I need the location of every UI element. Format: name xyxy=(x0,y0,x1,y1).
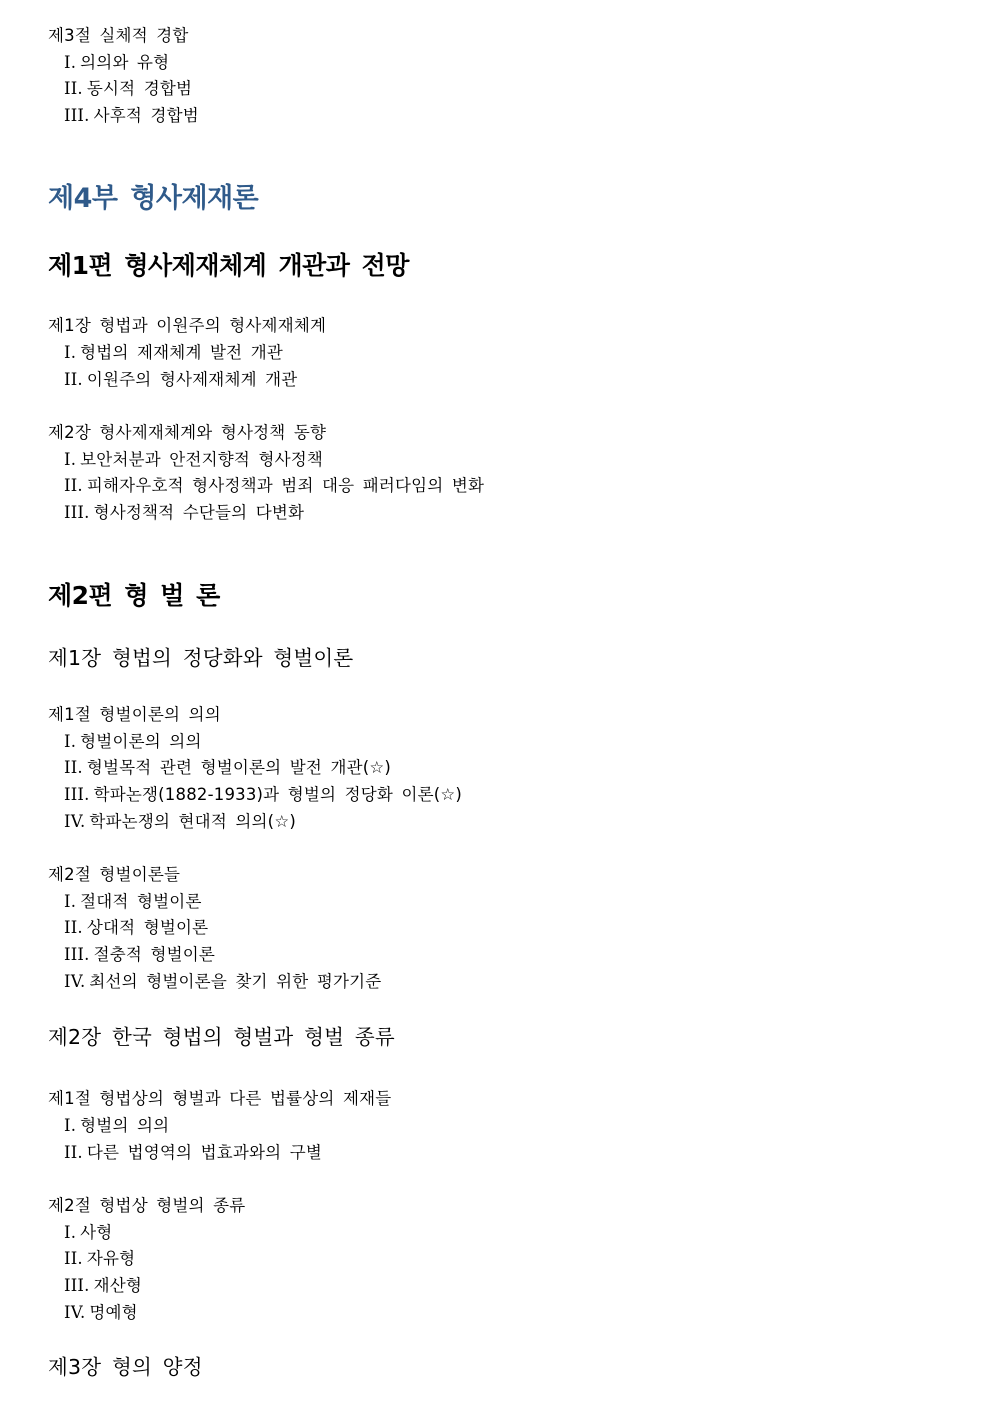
item-number: II. xyxy=(64,1249,83,1268)
chapter-heading: 제3장 형의 양정 xyxy=(48,1355,203,1379)
item-text: 동시적 경합범 xyxy=(86,79,193,98)
item-number: III. xyxy=(64,1276,90,1295)
item-number: II. xyxy=(64,476,83,495)
item-number: IV. xyxy=(64,1303,86,1322)
chapter-heading: 제1장 형법의 정당화와 형벌이론 xyxy=(48,646,354,670)
chapter-heading: 제2장 형사제재체계와 형사정책 동향 xyxy=(48,423,327,442)
item-text: 재산형 xyxy=(93,1276,143,1295)
item-number: II. xyxy=(64,758,83,777)
item-text: 형벌의 의의 xyxy=(80,1116,170,1135)
list-item xyxy=(64,760,391,777)
item-number: I. xyxy=(64,892,77,911)
list-item xyxy=(64,894,202,911)
list-item xyxy=(64,505,304,522)
book-title: 제2편 형 벌 론 xyxy=(48,581,220,610)
item-text: 자유형 xyxy=(86,1249,136,1268)
list-item xyxy=(64,1118,169,1135)
section-heading: 제1절 형법상의 형벌과 다른 법률상의 제재들 xyxy=(48,1089,392,1108)
item-text: 형벌이론의 의의 xyxy=(80,732,202,751)
section-heading: 제3절 실체적 경합 xyxy=(48,26,189,45)
item-number: I. xyxy=(64,732,77,751)
section-heading: 제2절 형벌이론들 xyxy=(48,865,181,884)
list-item xyxy=(64,452,323,469)
list-item xyxy=(64,1278,142,1295)
list-item xyxy=(64,345,283,362)
item-number: I. xyxy=(64,53,77,72)
item-text: 학파논쟁(1882-1933)과 형벌의 정당화 이론(☆) xyxy=(93,785,463,804)
list-item xyxy=(64,1225,112,1242)
part-title: 제4부 형사제재론 xyxy=(48,183,259,214)
list-item xyxy=(64,1145,322,1162)
item-text: 형사정책적 수단들의 다변화 xyxy=(93,503,305,522)
item-number: I. xyxy=(64,450,77,469)
item-text: 의의와 유형 xyxy=(80,53,170,72)
item-text: 형법의 제재체계 발전 개관 xyxy=(80,343,284,362)
item-number: II. xyxy=(64,79,83,98)
item-text: 사후적 경합범 xyxy=(93,106,199,125)
item-text: 절충적 형벌이론 xyxy=(93,945,216,964)
item-text: 명예형 xyxy=(89,1303,138,1322)
item-text: 학파논쟁의 현대적 의의(☆) xyxy=(89,812,296,831)
chapter-heading: 제1장 형법과 이원주의 형사제재체계 xyxy=(48,316,327,335)
chapter-heading: 제2장 한국 형법의 형벌과 형벌 종류 xyxy=(48,1025,395,1049)
section-heading: 제1절 형벌이론의 의의 xyxy=(48,705,221,724)
item-number: II. xyxy=(64,1143,83,1162)
item-text: 이원주의 형사제재체계 개관 xyxy=(86,370,298,389)
item-text: 상대적 형벌이론 xyxy=(86,918,209,937)
list-item xyxy=(64,814,296,831)
list-item xyxy=(64,1305,138,1322)
item-number: I. xyxy=(64,1116,77,1135)
item-text: 절대적 형벌이론 xyxy=(80,892,202,911)
list-item xyxy=(64,787,462,804)
item-text: 다른 법영역의 법효과와의 구별 xyxy=(86,1143,323,1162)
item-text: 형벌목적 관련 형벌이론의 발전 개관(☆) xyxy=(86,758,392,777)
list-item xyxy=(64,81,192,98)
list-item xyxy=(64,947,215,964)
item-text: 피해자우호적 형사정책과 범죄 대응 패러다임의 변화 xyxy=(86,476,485,495)
item-number: I. xyxy=(64,1223,77,1242)
list-item xyxy=(64,108,199,125)
list-item xyxy=(64,55,169,72)
item-number: III. xyxy=(64,503,90,522)
item-number: III. xyxy=(64,106,90,125)
item-number: I. xyxy=(64,343,77,362)
item-text: 최선의 형벌이론을 찾기 위한 평가기준 xyxy=(89,972,382,991)
list-item xyxy=(64,974,381,991)
item-number: IV. xyxy=(64,972,86,991)
list-item xyxy=(64,1251,135,1268)
item-number: II. xyxy=(64,370,83,389)
item-number: III. xyxy=(64,785,90,804)
item-text: 사형 xyxy=(80,1223,113,1242)
section-heading: 제2절 형법상 형벌의 종류 xyxy=(48,1196,246,1215)
item-number: IV. xyxy=(64,812,86,831)
list-item xyxy=(64,372,297,389)
item-text: 보안처분과 안전지향적 형사정책 xyxy=(80,450,324,469)
list-item xyxy=(64,478,484,495)
book-title: 제1편 형사제재체계 개관과 전망 xyxy=(48,251,409,280)
item-number: III. xyxy=(64,945,90,964)
item-number: II. xyxy=(64,918,83,937)
list-item xyxy=(64,734,202,751)
list-item xyxy=(64,920,208,937)
